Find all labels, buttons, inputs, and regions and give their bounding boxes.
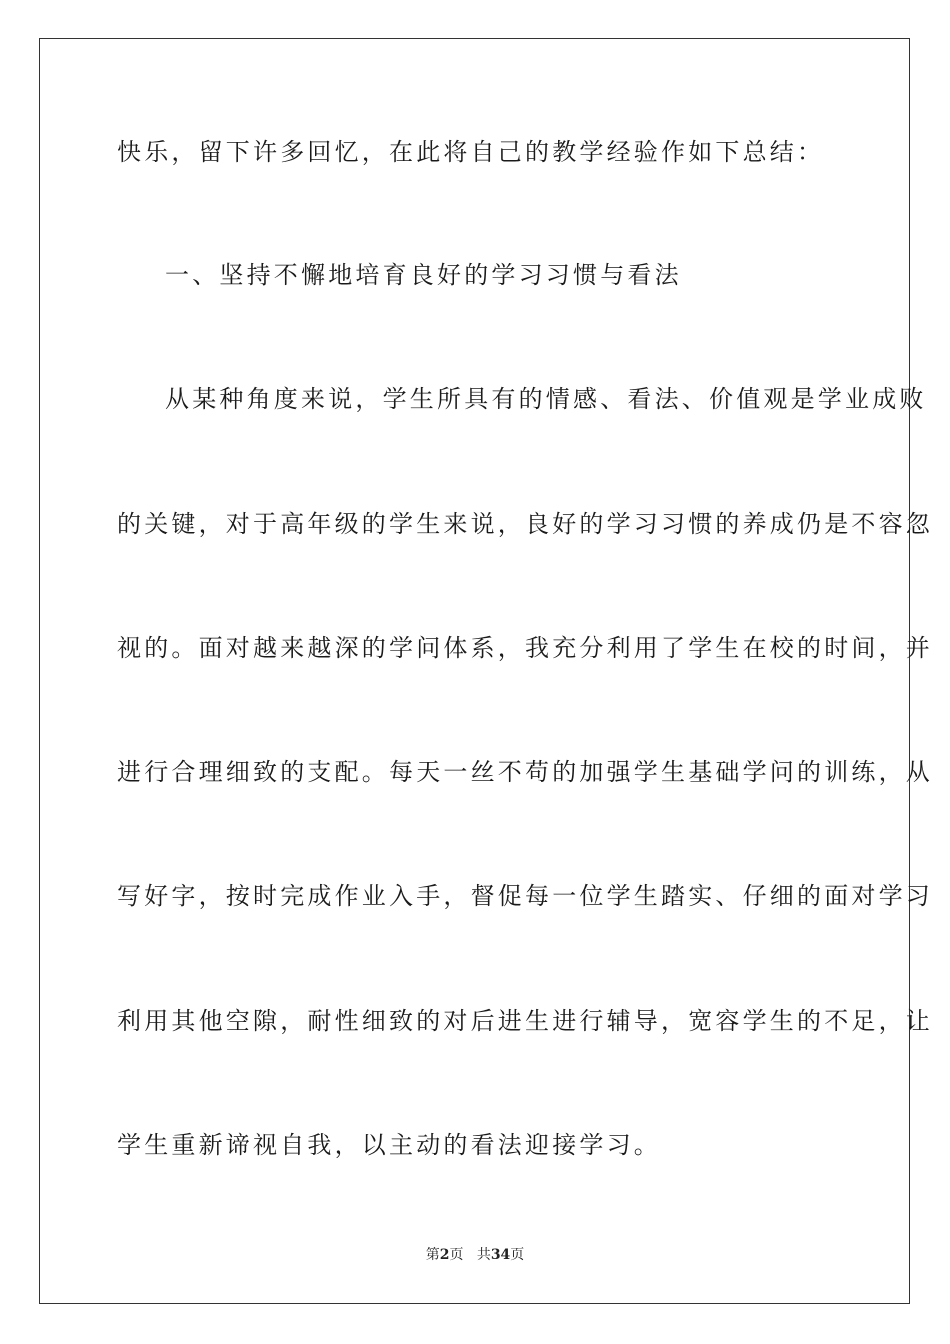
page-prefix: 第: [425, 1247, 440, 1263]
paragraph-line-8: 利用其他空隙，耐性细致的对后进生进行辅导，宽容学生的不足，让: [117, 1007, 933, 1035]
total-suffix: 页: [510, 1247, 525, 1263]
page-footer: [0, 1246, 950, 1264]
paragraph-line-1: 快乐，留下许多回忆，在此将自己的教学经验作如下总结：: [117, 138, 825, 166]
total-pages: 34: [490, 1247, 511, 1263]
paragraph-line-3: 从某种角度来说，学生所具有的情感、看法、价值观是学业成败: [165, 385, 927, 413]
section-heading: 一、坚持不懈地培育良好的学习习惯与看法: [165, 261, 682, 289]
paragraph-line-5: 视的。面对越来越深的学问体系，我充分利用了学生在校的时间，并: [117, 634, 933, 662]
page-number: 2: [439, 1247, 450, 1263]
paragraph-line-7: 写好字，按时完成作业入手，督促每一位学生踏实、仔细的面对学习: [117, 882, 933, 910]
total-prefix: 共: [476, 1247, 491, 1263]
page-frame: [39, 38, 910, 1304]
paragraph-line-6: 进行合理细致的支配。每天一丝不苟的加强学生基础学问的训练，从: [117, 758, 933, 786]
paragraph-line-4: 的关键，对于高年级的学生来说，良好的学习习惯的养成仍是不容忽: [117, 510, 933, 538]
paragraph-line-9: 学生重新谛视自我，以主动的看法迎接学习。: [117, 1131, 661, 1159]
page-suffix: 页: [449, 1247, 464, 1263]
